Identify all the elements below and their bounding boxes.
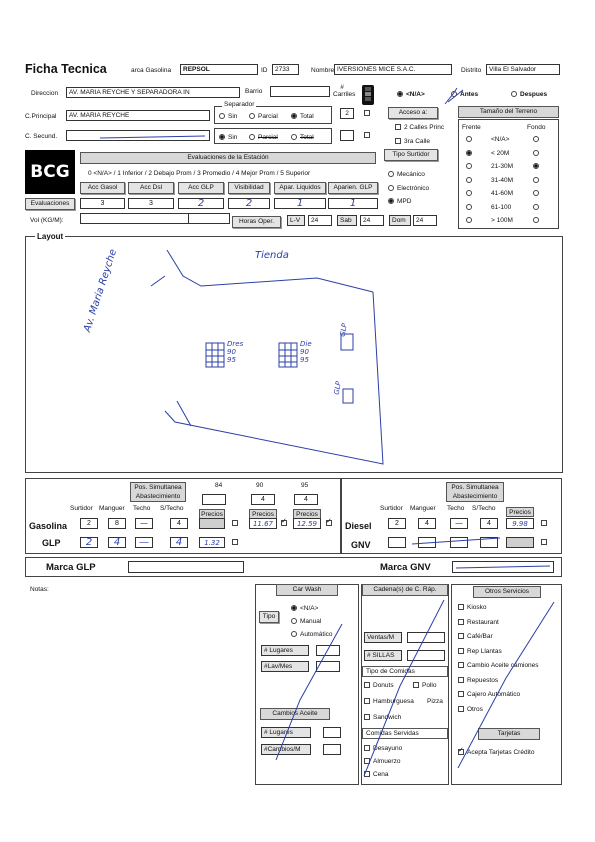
dsl-cell[interactable]: 2 — [388, 518, 406, 529]
tarjetas-header: Tarjetas — [478, 728, 540, 740]
eval-col-value[interactable]: 2 — [178, 198, 224, 209]
sketch-street: Av. Maria Reyche — [82, 247, 120, 334]
layout-label: Layout — [37, 232, 64, 241]
terreno-frente-radio[interactable] — [466, 150, 475, 157]
possim-header-right: Pos. Simultanea Abastecimiento — [446, 482, 504, 502]
d-stecho-hdr: S/Techo — [472, 505, 496, 512]
terreno-row-label: 31-40M — [491, 176, 514, 184]
gas-precio-90[interactable]: 11.67 — [249, 518, 277, 529]
gnv-marca-scribble — [454, 562, 554, 574]
gas-chk-90[interactable] — [281, 520, 290, 527]
d-surtidor-hdr: Surtidor — [380, 505, 403, 512]
direccion-field[interactable]: AV. MARIA REYCHE Y SEPARADORA IN — [66, 87, 240, 98]
sab-label: Sab — [337, 215, 357, 226]
col-84-field[interactable] — [202, 494, 226, 505]
terreno-frente-radio[interactable] — [466, 136, 475, 143]
glp-label: GLP — [42, 538, 61, 548]
col-84-label: 84 — [215, 482, 223, 489]
acceso-button[interactable]: Acceso a: — [388, 107, 438, 119]
food-pollo[interactable]: Pollo — [413, 682, 436, 689]
col-95-label: 95 — [301, 482, 309, 489]
manguer-hdr: Manguer — [99, 505, 125, 512]
eval-col-value[interactable]: 3 — [128, 198, 174, 209]
sketch-glp2: GLP — [332, 380, 343, 396]
eval-col-value[interactable]: 2 — [228, 198, 270, 209]
nombre-label: Nombre — [311, 67, 335, 74]
terreno-frente-radio[interactable] — [466, 177, 475, 184]
terreno-fondo-radio[interactable] — [533, 177, 542, 184]
surtidor-electronico[interactable]: Electrónico — [388, 185, 429, 192]
terreno-frente-radio[interactable] — [466, 163, 475, 170]
acceso-2calles[interactable]: 2 Calles Princ — [395, 124, 444, 131]
gas-chk-84[interactable] — [232, 520, 241, 527]
terreno-frente-radio[interactable] — [466, 190, 475, 197]
marca-field[interactable]: REPSOL — [180, 64, 258, 75]
timing-antes[interactable]: Antes — [451, 91, 478, 98]
cw-lugares-label: # Lugares — [261, 645, 309, 656]
chk-a[interactable] — [364, 110, 373, 117]
otros-item[interactable]: Cajero Automático — [458, 691, 520, 698]
glp-chk[interactable] — [232, 539, 241, 546]
gas-cell[interactable]: 2 — [80, 518, 98, 529]
gas-cell[interactable]: 8 — [108, 518, 126, 529]
sketch-tienda: Tienda — [255, 250, 289, 261]
antes-scribble — [443, 84, 473, 106]
dsl-precio[interactable]: 9.98 — [506, 518, 534, 529]
precio-84-hdr: Precios — [199, 509, 225, 519]
tipo-surtidor-button[interactable]: Tipo Surtidor — [384, 149, 438, 161]
fondo-label: Fondo — [527, 124, 546, 131]
terreno-frente-radio[interactable] — [466, 217, 475, 224]
eval-col-button[interactable]: Visibilidad — [228, 182, 270, 194]
distrito-field[interactable]: Villa El Salvador — [486, 64, 560, 75]
gas-cell[interactable]: — — [135, 518, 153, 529]
d-precio-hdr: Precios — [506, 507, 534, 517]
form-title: Ficha Tecnica — [25, 62, 107, 76]
otros-item[interactable]: Restaurant — [458, 619, 499, 626]
c-lugares-label: # Lugares — [261, 727, 311, 738]
eval-col-value[interactable]: 1 — [328, 198, 378, 209]
horas-oper-button[interactable]: Horas Oper. — [232, 216, 281, 228]
eval-col-value[interactable]: 1 — [274, 198, 326, 209]
gas-precio-95[interactable]: 12.59 — [293, 518, 321, 529]
d-manguer-hdr: Manguer — [410, 505, 436, 512]
techo-hdr: Techo — [133, 505, 151, 512]
sep2-radio-sin[interactable]: Sin — [219, 134, 237, 141]
food-pizza: Pizza — [427, 698, 443, 705]
col-90-field[interactable]: 4 — [251, 494, 275, 505]
csecund-label: C. Secund. — [25, 133, 58, 140]
cadena-scribble — [360, 596, 450, 786]
terreno-fondo-radio[interactable] — [533, 163, 542, 170]
carriles-field[interactable]: 2 — [340, 108, 354, 119]
gas-cell[interactable]: 4 — [170, 518, 188, 529]
dsl-cell[interactable]: 4 — [418, 518, 436, 529]
acceso-3ra[interactable]: 3ra Calle — [395, 138, 430, 145]
d-techo-hdr: Techo — [447, 505, 465, 512]
sep-radio-sin[interactable]: Sin — [219, 113, 237, 120]
barrio-label: Barrio — [245, 88, 263, 95]
ventas-label: Ventas/M — [364, 632, 402, 643]
sep2-radio-total[interactable]: Total — [291, 134, 314, 141]
terreno-fondo-radio[interactable] — [533, 150, 542, 157]
cw-auto[interactable]: Automático — [291, 631, 333, 638]
marca-gnv-label: Marca GNV — [380, 562, 431, 573]
cw-manual[interactable]: Manual — [291, 618, 321, 625]
tipo-comidas-hdr: Tipo de Comidas — [362, 666, 448, 677]
gnv-chk[interactable] — [541, 539, 550, 546]
vol-field-2[interactable] — [188, 213, 230, 224]
carwash-tipo[interactable]: Tipo — [259, 611, 279, 623]
marca-label: arca Gasolina — [131, 67, 172, 74]
gnv-label: GNV — [351, 540, 371, 550]
glp-cell[interactable]: 4 — [170, 537, 188, 548]
gnv-scribble — [410, 534, 510, 550]
carwash-header: Car Wash — [276, 584, 338, 596]
eval-col-value[interactable]: 3 — [80, 198, 125, 209]
notas-label: Notas: — [30, 586, 49, 593]
possim-header-left: Pos. Simultanea Abastecimiento — [130, 482, 186, 502]
nombre-field[interactable]: IVERSIONES MICE S.A.C. — [334, 64, 452, 75]
dom-field[interactable]: 24 — [413, 215, 437, 226]
separador-label: Separador — [224, 101, 255, 108]
direccion-label: Direccion — [31, 90, 59, 97]
gnv-cell[interactable] — [388, 537, 406, 548]
eval-col-button[interactable]: Apar. Liquidos — [274, 182, 326, 194]
sketch-pump2: Die 90 95 — [300, 340, 312, 364]
gas-chk-95[interactable] — [326, 520, 335, 527]
acepta-tarjetas[interactable]: ✓Acepta Tarjetas Crédito — [458, 749, 534, 756]
terreno-row-label: 61-100 — [491, 203, 512, 211]
cprincipal-field[interactable]: AV. MARIA REYCHE — [66, 110, 210, 121]
extra-field-1[interactable] — [340, 130, 354, 141]
id-label: ID — [261, 67, 268, 74]
sep2-radio-parcial[interactable]: Parcial — [249, 134, 278, 141]
id-field[interactable]: 2733 — [272, 64, 299, 75]
sketch-glp1: GLP — [338, 322, 349, 338]
glp-cell[interactable]: — — [135, 537, 153, 548]
gasolina-label: Gasolina — [29, 521, 68, 531]
terreno-header: Tamaño del Terreno — [458, 106, 559, 118]
dom-label: Dom — [389, 215, 411, 226]
terreno-fondo-radio[interactable] — [533, 190, 542, 197]
food-donuts[interactable]: Donuts — [364, 682, 394, 689]
eval-col-button[interactable]: Acc Dsl — [128, 182, 174, 194]
sketch-pump1: Dres 90 95 — [227, 340, 244, 364]
otros-item[interactable]: Cambio Aceite camiones — [458, 662, 539, 669]
terreno-row-label: 41-60M — [491, 190, 514, 197]
surtidor-mpd[interactable]: MPD — [388, 198, 411, 205]
chk-b[interactable] — [364, 132, 373, 139]
gnv-precio[interactable] — [506, 537, 534, 548]
otros-item[interactable]: Café/Bar — [458, 633, 493, 640]
c-cambios-label: #Cambios/M — [261, 744, 311, 755]
meal-desayuno[interactable]: Desayuno — [364, 745, 402, 752]
glp-cell[interactable]: 4 — [108, 537, 126, 548]
servidas-hdr: Comidas Servidas — [362, 728, 448, 739]
meal-cena[interactable]: Cena — [364, 771, 389, 778]
carriles-label: # Carriles — [333, 84, 356, 98]
eval-col-button[interactable]: Acc GLP — [178, 182, 224, 194]
stecho-hdr: S/Techo — [160, 505, 184, 512]
diesel-label: Diesel — [345, 521, 372, 531]
evaluaciones-header: Evaluaciones de la Estación — [80, 152, 376, 164]
cprincipal-label: C.Principal — [25, 113, 57, 120]
bcg-logo: BCG — [25, 150, 75, 194]
otros-scribble — [450, 598, 562, 778]
terreno-fondo-radio[interactable] — [533, 217, 542, 224]
eval-col-button[interactable]: Acc Gasol — [80, 182, 125, 194]
lv-label: L-V — [287, 215, 305, 226]
dsl-cell[interactable]: — — [450, 518, 468, 529]
marca-glp-label: Marca GLP — [46, 562, 96, 573]
food-hamburguesa[interactable]: Hamburguesa — [364, 698, 414, 705]
cadena-header: Cadena(s) de C. Ráp. — [362, 584, 448, 596]
barrio-field[interactable] — [270, 86, 330, 97]
eval-col-button[interactable]: Aparien. GLP — [328, 182, 378, 194]
cw-na[interactable]: <N/A> — [291, 605, 318, 612]
marca-glp-field[interactable] — [128, 561, 244, 573]
terreno-row-label: <N/A> — [491, 136, 510, 143]
sab-field[interactable]: 24 — [360, 215, 384, 226]
otros-item[interactable]: Kiosko — [458, 604, 487, 611]
surtidor-hdr: Surtidor — [70, 505, 93, 512]
terreno-row-label: < 20M — [491, 149, 510, 157]
sillas-label: # SILLAS — [364, 650, 402, 661]
frente-label: Frente — [462, 124, 481, 131]
meal-almuerzo[interactable]: Almuerzo — [364, 758, 400, 765]
dsl-chk[interactable] — [541, 520, 550, 527]
food-sandwich[interactable]: Sandwich — [364, 714, 401, 721]
precio-90-hdr: Precios — [249, 509, 277, 519]
col-95-field[interactable]: 4 — [294, 494, 318, 505]
eval-scale: 0 <N/A> / 1 Inferior / 2 Debajo Prom / 3 Promedio / 4 Mejor Prom / 5 Superior — [88, 170, 311, 177]
timing-na[interactable]: <N/A> — [397, 91, 425, 98]
otros-item[interactable]: Rep Llantas — [458, 648, 502, 655]
sep-radio-total[interactable]: Total — [291, 113, 314, 120]
csecund-scribble — [100, 134, 210, 140]
distrito-label: Distrito — [461, 67, 482, 74]
sep-radio-parcial[interactable]: Parcial — [249, 113, 278, 120]
terreno-row-label: > 100M — [491, 217, 513, 224]
col-90-label: 90 — [256, 482, 264, 489]
terreno-row-label: 21-30M — [491, 163, 514, 170]
terreno-fondo-radio[interactable] — [533, 204, 542, 211]
surtidor-mecanico[interactable]: Mecánico — [388, 171, 425, 178]
carwash-scribble — [270, 620, 360, 770]
glp-precio[interactable]: 1.32 — [199, 537, 225, 548]
dsl-cell[interactable]: 4 — [480, 518, 498, 529]
terreno-fondo-radio[interactable] — [533, 136, 542, 143]
terreno-frente-radio[interactable] — [466, 204, 475, 211]
glp-cell[interactable]: 2 — [80, 537, 98, 548]
cw-lavmes-label: #Lav/Mes — [261, 661, 309, 672]
otros-item[interactable]: Repuestos — [458, 677, 498, 684]
lv-field[interactable]: 24 — [308, 215, 332, 226]
evaluaciones-button[interactable]: Evaluaciones — [25, 198, 75, 210]
traffic-light-icon — [362, 85, 374, 105]
timing-despues[interactable]: Despues — [511, 91, 547, 98]
gas-precio-84[interactable] — [199, 518, 225, 529]
otros-header: Otros Servicios — [473, 586, 541, 598]
vol-label: Vol (KG/M): — [30, 217, 64, 224]
otros-item[interactable]: Otros — [458, 706, 483, 713]
cambios-header: Cambios Aceite — [260, 708, 330, 720]
precio-95-hdr: Precios — [293, 509, 321, 519]
